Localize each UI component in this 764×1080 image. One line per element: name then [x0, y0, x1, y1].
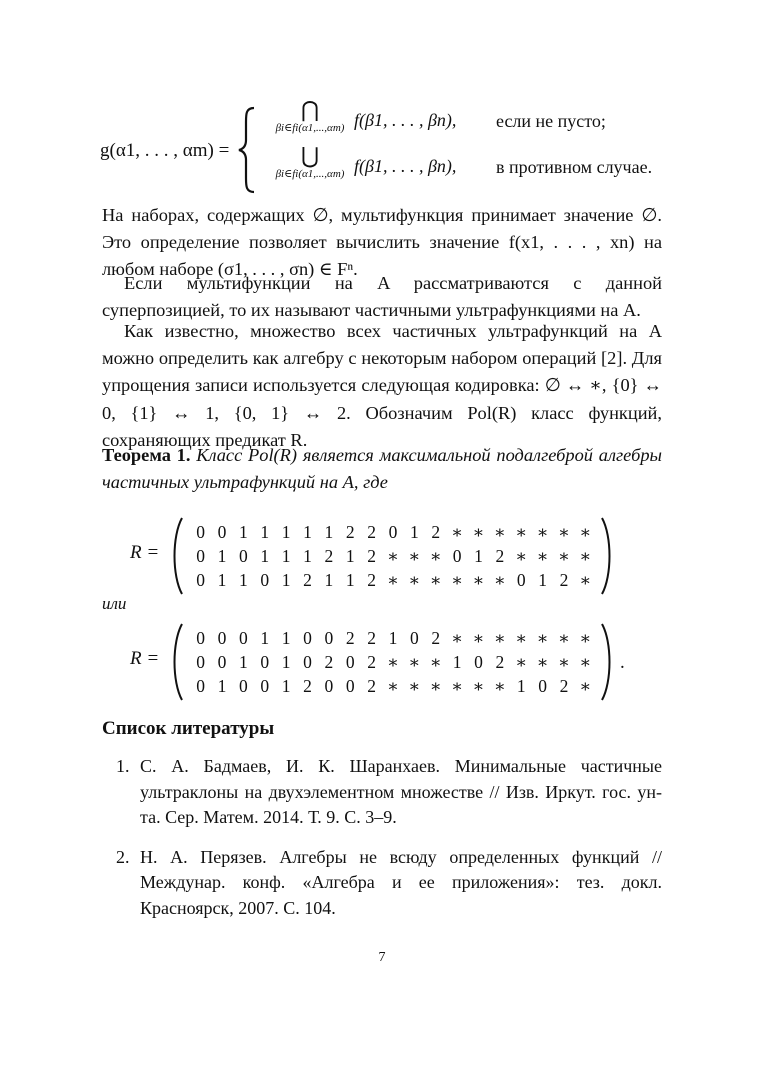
matrix-cell: 0 [196, 652, 206, 672]
matrix-grid [190, 520, 596, 592]
matrix-cell: 2 [431, 628, 441, 648]
matrix-cell: ∗ [472, 676, 485, 696]
matrix-cell: ∗ [536, 546, 549, 566]
operator-subscript: βi∈fi(α1,...,αm) [275, 168, 345, 180]
matrix-cell: 1 [239, 570, 248, 590]
matrix-r-2 [100, 622, 660, 702]
matrix-cell: ∗ [579, 676, 592, 696]
page-number: 7 [378, 950, 386, 965]
matrix-cell: 0 [516, 570, 526, 590]
matrix-cell: ∗ [408, 570, 421, 590]
theorem-text: Класс Pol(R) является максимальной подалгеброй алгебры частичных ультрафункций на A, где [102, 445, 662, 493]
matrix-cell: 2 [303, 676, 312, 696]
matrix-cell: 1 [452, 652, 462, 672]
matrix-cell: ∗ [579, 652, 592, 672]
left-paren-icon [170, 622, 184, 702]
matrix-cell: ∗ [451, 570, 464, 590]
matrix-cell: 1 [474, 546, 483, 566]
matrix-cell: 2 [367, 628, 376, 648]
formula-lhs: g(α1, . . . , αm) = [100, 140, 230, 161]
matrix-cell: ∗ [557, 628, 570, 648]
matrix-cell: ∗ [579, 546, 592, 566]
matrix-cell: 2 [367, 570, 376, 590]
matrix-cell: 2 [303, 570, 312, 590]
matrix-cell: ∗ [451, 676, 464, 696]
matrix-cell: 1 [281, 546, 291, 566]
matrix-cell: ∗ [515, 546, 528, 566]
matrix-cell: ∗ [536, 652, 549, 672]
matrix-cell: 0 [474, 652, 483, 672]
matrix-cell: 0 [345, 652, 355, 672]
matrix-cell: ∗ [515, 522, 528, 542]
matrix-cell: ∗ [429, 546, 442, 566]
matrix-cell: 0 [196, 570, 206, 590]
matrix-cell: 1 [260, 522, 270, 542]
matrix-cell: ∗ [408, 546, 421, 566]
matrix-cell: 2 [345, 628, 355, 648]
left-paren-icon [170, 516, 184, 596]
matrix-cell: ∗ [515, 652, 528, 672]
matrix-cell: 1 [281, 676, 291, 696]
matrix-cell: 0 [303, 628, 312, 648]
matrix-cell: 2 [367, 546, 376, 566]
matrix-cell: 0 [538, 676, 547, 696]
matrix-cell: 0 [345, 676, 355, 696]
matrix-cell: 0 [196, 676, 206, 696]
union-operator [262, 146, 358, 180]
matrix-label: R = [130, 542, 160, 563]
matrix-cell: ∗ [536, 522, 549, 542]
paragraph-empty-set: На наборах, содержащих ∅, мультифункция принимает значение ∅. Это определение позволяет вычислить значение f(x1, . . . , xn) на любом наборе (σ1, . . . , σn) ∈ Fⁿ. [102, 205, 662, 280]
matrix-cell: 0 [239, 546, 248, 566]
matrix-trailing-period: . [620, 652, 625, 673]
matrix-cell: 1 [324, 570, 334, 590]
matrix-cell: 2 [559, 570, 569, 590]
matrix-cell: ∗ [493, 570, 506, 590]
matrix-cell: ∗ [579, 522, 592, 542]
matrix-cell: ∗ [557, 546, 570, 566]
matrix-cell: ∗ [579, 628, 592, 648]
matrix-cell: ∗ [387, 676, 399, 696]
intersection-operator [262, 100, 358, 134]
formula-case-2 [262, 146, 662, 190]
matrix-cell: ∗ [408, 652, 421, 672]
matrix-cell: ∗ [557, 522, 570, 542]
matrix-cell: 1 [239, 522, 248, 542]
matrix-cell: 2 [431, 522, 441, 542]
matrix-cell: 1 [303, 546, 312, 566]
matrix-cell: 2 [367, 652, 376, 672]
matrix-cell: 2 [324, 652, 334, 672]
matrix-cell: 1 [345, 546, 355, 566]
matrix-cell: ∗ [387, 546, 399, 566]
paragraph-ultrafunctions: Если мультифункции на A рассматриваются с данной суперпозицией, то их называют частичными ультрафункциями на A. [102, 273, 662, 321]
left-brace-icon [236, 106, 258, 194]
paragraph-encoding: Как известно, множество всех частичных ультрафункций на A можно определить как алгебру с некоторым набором операций [2]. Для упрощения записи используется следующая кодировка: ∅ ↔ ∗, {0} ↔ 0, {1} ↔ 1, {0, 1} ↔ 2. Обозначим Pol(R) класс функций, сохраняющих предикат R. [102, 321, 662, 450]
matrix-cell: 1 [388, 628, 398, 648]
matrix-cell: ∗ [536, 628, 549, 648]
operator-subscript: βi∈fi(α1,...,αm) [275, 122, 345, 134]
reference-number: 2. [116, 846, 130, 867]
matrix-cell: 0 [217, 628, 227, 648]
right-paren-icon [600, 622, 614, 702]
matrix-cell: 0 [260, 652, 270, 672]
matrix-cell: ∗ [493, 676, 506, 696]
matrix-cell: 0 [196, 522, 206, 542]
matrix-cell: ∗ [557, 652, 570, 672]
or-word: или [102, 594, 127, 613]
big-union-icon: ⋃ [300, 144, 320, 169]
matrix-cell: 1 [516, 676, 526, 696]
theorem-statement [102, 442, 662, 496]
matrix-cell: ∗ [429, 570, 442, 590]
matrix-cell: ∗ [472, 570, 485, 590]
matrix-cell: 1 [303, 522, 312, 542]
case-condition: если не пусто; [496, 111, 606, 131]
theorem-label: Теорема 1. [102, 445, 191, 465]
matrix-cell: 0 [324, 628, 334, 648]
matrix-cell: 1 [345, 570, 355, 590]
matrix-cell: ∗ [472, 628, 485, 648]
matrix-cell: 1 [409, 522, 419, 542]
matrix-cell: 1 [217, 676, 227, 696]
matrix-cell: ∗ [472, 522, 485, 542]
matrix-cell: ∗ [579, 570, 592, 590]
reference-text: С. А. Бадмаев, И. К. Шаранхаев. Минимальные частичные ультраклоны на двухэлементном множестве // Изв. Иркут. гос. ун-та. Сер. Матем. 2014. Т. 9. С. 3–9. [140, 756, 662, 827]
matrix-cell: 0 [260, 570, 270, 590]
matrix-cell: 0 [196, 628, 206, 648]
matrix-r-1 [100, 516, 660, 596]
matrix-grid [190, 626, 596, 698]
matrix-cell: 1 [239, 652, 248, 672]
matrix-cell: 0 [196, 546, 206, 566]
matrix-cell: ∗ [387, 652, 399, 672]
matrix-cell: ∗ [451, 628, 464, 648]
reference-text: Н. А. Перязев. Алгебры не всюду определенных функций // Междунар. конф. «Алгебра и ее приложения»: тез. докл. Красноярск, 2007. С. 104. [140, 846, 662, 918]
reference-item [102, 845, 662, 922]
matrix-cell: 0 [409, 628, 419, 648]
big-intersection-icon: ⋂ [300, 98, 320, 123]
matrix-cell: 0 [260, 676, 270, 696]
reference-number: 1. [116, 756, 130, 776]
matrix-cell: 2 [345, 522, 355, 542]
matrix-cell: 0 [324, 676, 334, 696]
matrix-cell: 0 [452, 546, 462, 566]
reference-item [102, 754, 662, 831]
case-function: f(β1, . . . , βn), [354, 156, 457, 176]
right-paren-icon [600, 516, 614, 596]
matrix-cell: 2 [367, 522, 376, 542]
matrix-cell: ∗ [493, 628, 506, 648]
matrix-cell: ∗ [493, 522, 506, 542]
matrix-cell: ∗ [408, 676, 421, 696]
matrix-cell: 0 [239, 628, 248, 648]
matrix-cell: 1 [217, 546, 227, 566]
matrix-cell: 1 [281, 522, 291, 542]
matrix-cell: 2 [495, 546, 505, 566]
case-function: f(β1, . . . , βn), [354, 110, 457, 130]
matrix-cell: ∗ [429, 652, 442, 672]
matrix-cell: 1 [260, 628, 270, 648]
matrix-cell: 1 [260, 546, 270, 566]
matrix-cell: 2 [495, 652, 505, 672]
matrix-label: R = [130, 648, 160, 669]
matrix-cell: 2 [324, 546, 334, 566]
matrix-cell: 2 [559, 676, 569, 696]
matrix-cell: ∗ [429, 676, 442, 696]
matrix-cell: 1 [538, 570, 547, 590]
matrix-cell: ∗ [387, 570, 399, 590]
matrix-cell: 0 [217, 522, 227, 542]
references-list [102, 754, 662, 935]
matrix-cell: ∗ [451, 522, 464, 542]
piecewise-formula [100, 100, 660, 200]
case-condition: в противном случае. [496, 157, 653, 177]
matrix-cell: 1 [281, 570, 291, 590]
matrix-cell: 1 [281, 628, 291, 648]
matrix-cell: 0 [217, 652, 227, 672]
matrix-cell: 1 [217, 570, 227, 590]
matrix-cell: 0 [388, 522, 398, 542]
matrix-cell: 0 [239, 676, 248, 696]
formula-case-1 [262, 100, 662, 144]
matrix-cell: 1 [281, 652, 291, 672]
matrix-cell: 0 [303, 652, 312, 672]
matrix-cell: ∗ [515, 628, 528, 648]
references-title: Список литературы [102, 718, 275, 739]
matrix-cell: 1 [324, 522, 334, 542]
matrix-cell: 2 [367, 676, 376, 696]
